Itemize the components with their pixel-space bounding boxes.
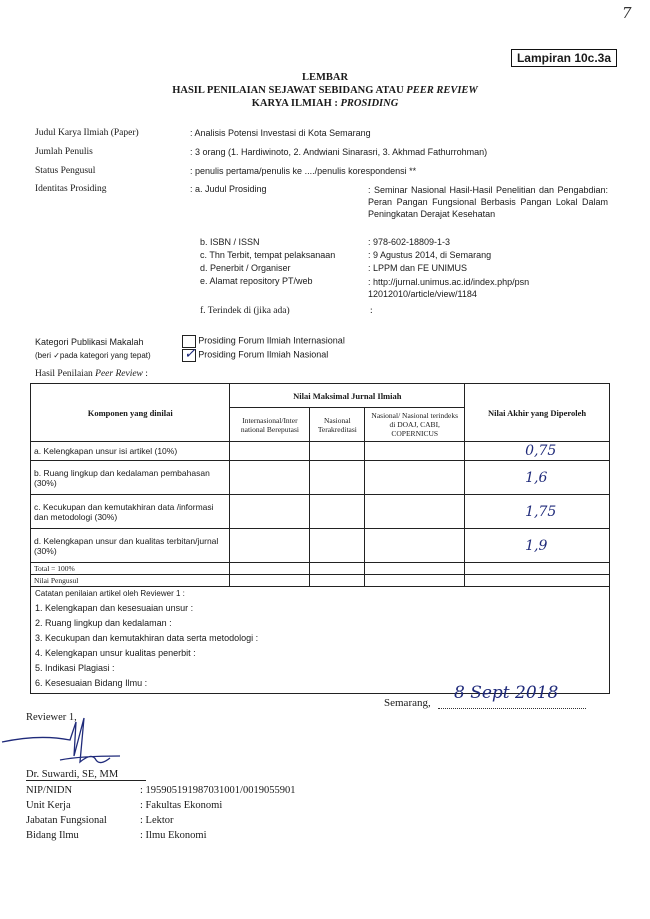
row-score: 1,9 (465, 529, 610, 563)
lampiran-box: Lampiran 10c.3a (511, 49, 617, 67)
date-underline (438, 708, 586, 709)
date-label: Semarang, (384, 697, 431, 709)
jabatan-value: : Lektor (140, 815, 174, 826)
unit-label: Unit Kerja (26, 800, 71, 811)
repository-label: e. Alamat repository PT/web (200, 276, 313, 286)
header-nilai-maks: Nilai Maksimal Jurnal Ilmiah (230, 384, 465, 408)
status-label: Status Pengusul (35, 166, 96, 176)
tahun-value: : 9 Agustus 2014, di Semarang (368, 250, 492, 260)
kategori-option-nasional[interactable]: ✓ Prosiding Forum Ilmiah Nasional (184, 346, 329, 362)
penerbit-value: : LPPM dan FE UNIMUS (368, 263, 468, 273)
isbn-value: : 978-602-18809-1-3 (368, 237, 451, 247)
table-row (31, 442, 610, 461)
header-komponen: Komponen yang dinilai (31, 384, 230, 442)
catatan-item: 4. Kelengkapan unsur kualitas penerbit : (35, 648, 196, 658)
total-label: Total = 100% (31, 563, 230, 575)
jabatan-label: Jabatan Fungsional (26, 815, 107, 826)
judul-prosiding-value: : Seminar Nasional Hasil-Hasil Penelitian dan Pengabdian: Peran Pangan Fungsional Berbasis Pangan Lokal Dalam Peningkatan Derajat Kesehatan (368, 185, 608, 219)
catatan-item: 3. Kecukupan dan kemutakhiran data serta metodologi : (35, 633, 259, 643)
row-label: d. Kelengkapan unsur dan kualitas terbitan/jurnal (30%) (31, 529, 230, 563)
nip-label: NIP/NIDN (26, 785, 73, 796)
judul-label: Judul Karya Ilmiah (Paper) (35, 128, 139, 138)
row-label: a. Kelengkapan unsur isi artikel (10%) (31, 442, 230, 461)
hasil-penilaian-title: Hasil Penilaian Peer Review : (35, 369, 148, 379)
kategori-option-internasional[interactable]: Prosiding Forum Ilmiah Internasional (182, 335, 345, 348)
header-line1: LEMBAR (301, 72, 349, 83)
catatan-row (31, 587, 610, 694)
catatan-list (35, 601, 605, 691)
table-row (31, 529, 610, 563)
penerbit-label: d. Penerbit / Organiser (200, 263, 291, 273)
status-value: : penulis pertama/penulis ke ..../penulis korespondensi ** (190, 166, 417, 176)
nilai-pengusul-row (31, 575, 610, 587)
penilaian-table (30, 383, 610, 694)
header-line2: HASIL PENILAIAN SEJAWAT SEBIDANG ATAU PEER REVIEW (172, 85, 478, 96)
reviewer-name: Dr. Suwardi, SE, MM (26, 769, 146, 781)
isbn-label: b. ISBN / ISSN (200, 237, 260, 247)
repository-value: : http://jurnal.unimus.ac.id/index.php/psn 12012010/article/view/1184 (368, 277, 530, 299)
reviewer-label: Reviewer 1, (26, 712, 77, 723)
subheader-nasional-terindeks: Nasional/ Nasional terindeks di DOAJ, CABI, COPERNICUS (365, 408, 465, 442)
catatan-item: 6. Kesesuaian Bidang Ilmu : (35, 678, 148, 688)
judul-value: : Analisis Potensi Investasi di Kota Semarang (190, 128, 371, 138)
catatan-item: 1. Kelengkapan dan kesesuaian unsur : (35, 603, 194, 613)
terindek-value: : (370, 306, 373, 316)
kategori-hint: (beri ✓pada kategori yang tepat) (35, 351, 151, 360)
subheader-internasional: Internasional/Inter national Bereputasi (230, 408, 310, 442)
table-row (31, 461, 610, 495)
tahun-label: c. Thn Terbit, tempat pelaksanaan (200, 250, 336, 260)
row-score: 1,75 (465, 495, 610, 529)
checkbox-nasional[interactable] (182, 346, 196, 362)
check-mark-icon: ✓ (184, 346, 196, 362)
corner-page-mark: 7 (622, 4, 632, 22)
penulis-label: Jumlah Penulis (35, 147, 93, 157)
row-label: b. Ruang lingkup dan kedalaman pembahasan (30%) (31, 461, 230, 495)
row-label: c. Kecukupan dan kemutakhiran data /informasi dan metodologi (30%) (31, 495, 230, 529)
catatan-item: 2. Ruang lingkup dan kedalaman : (35, 618, 172, 628)
catatan-item: 5. Indikasi Plagiasi : (35, 663, 115, 673)
total-row (31, 563, 610, 575)
row-score: 0,75 (465, 442, 610, 461)
bidang-value: : Ilmu Ekonomi (140, 830, 207, 841)
nip-value: : 195905191987031001/0019055901 (140, 785, 296, 796)
table-row (31, 495, 610, 529)
nilai-pengusul-label: Nilai Pengusul (31, 575, 230, 587)
row-score: 1,6 (465, 461, 610, 495)
bidang-label: Bidang Ilmu (26, 830, 79, 841)
penulis-value: : 3 orang (1. Hardiwinoto, 2. Andwiani Sinarasri, 3. Akhmad Fathurrohman) (190, 147, 488, 157)
terindek-label: f. Terindek di (jika ada) (200, 306, 290, 316)
judul-prosiding-label: : a. Judul Prosiding (190, 184, 267, 194)
kategori-label: Kategori Publikasi Makalah (35, 337, 144, 347)
identitas-label: Identitas Prosiding (35, 184, 107, 194)
unit-value: : Fakultas Ekonomi (140, 800, 223, 811)
header-nilai-akhir: Nilai Akhir yang Diperoleh (465, 384, 610, 442)
subheader-nasional-terakreditasi: Nasional Terakreditasi (310, 408, 365, 442)
catatan-title: Catatan penilaian artikel oleh Reviewer 1 : (35, 589, 185, 598)
header-line3: KARYA ILMIAH : PROSIDING (251, 98, 399, 109)
date-handwritten: 8 Sept 2018 (454, 683, 559, 703)
